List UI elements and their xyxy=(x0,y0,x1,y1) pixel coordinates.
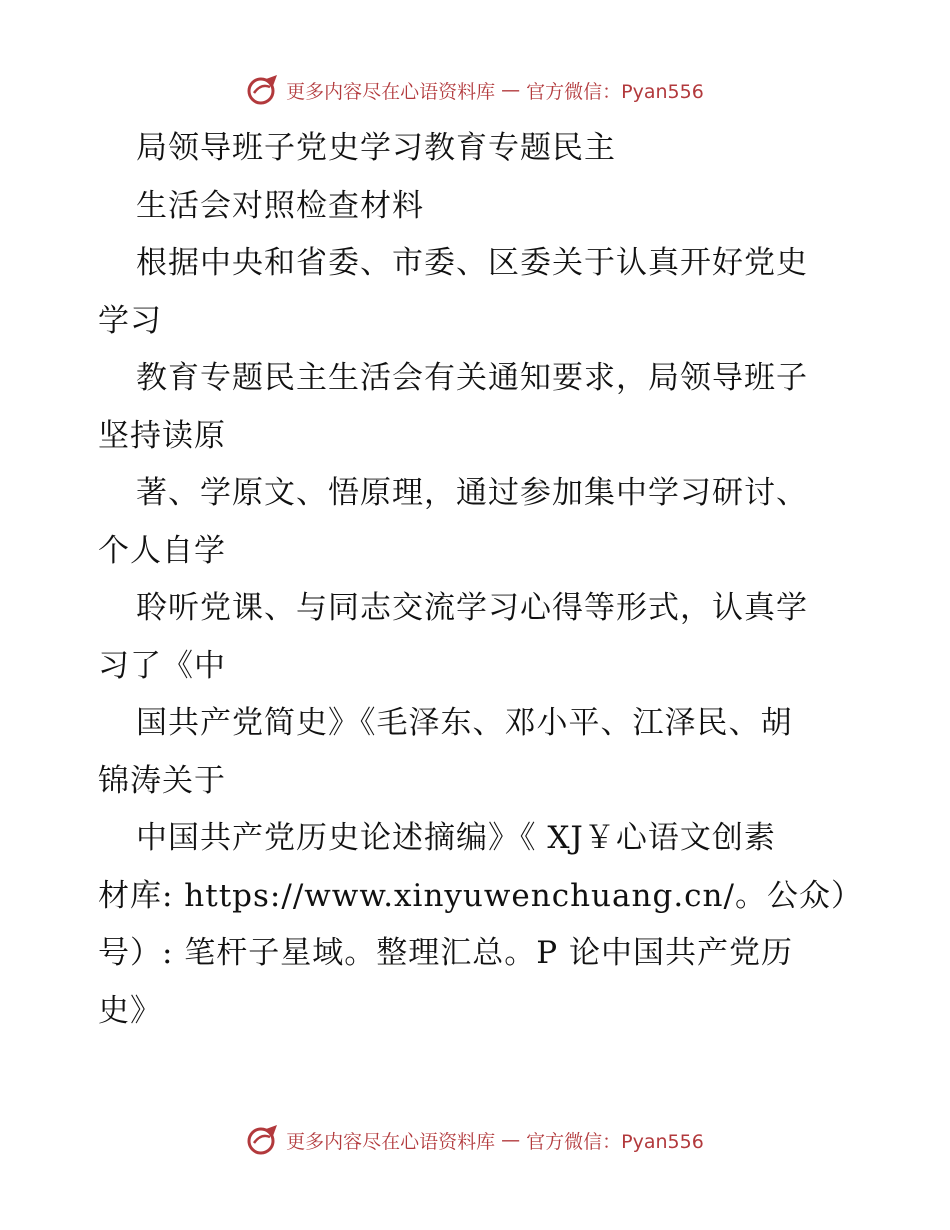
doc-line: 根据中央和省委、市委、区委关于认真开好党史 xyxy=(136,245,808,281)
doc-line: 国共产党简史》《毛泽东、邓小平、江泽民、胡 xyxy=(136,705,793,741)
doc-line: 习了《中 xyxy=(98,647,226,684)
doc-line: 生活会对照检查材料 xyxy=(136,187,424,224)
doc-line: 教育专题民主生活会有关通知要求，局领导班子 xyxy=(136,360,808,396)
doc-line: 局领导班子党史学习教育专题民主 xyxy=(136,130,616,166)
header-banner xyxy=(0,70,950,110)
banner-site-text: 更多内容尽在心语资料库 xyxy=(286,80,496,103)
pen-swirl-logo-icon xyxy=(246,1123,280,1157)
banner-wechat-text: 官方微信：Pyan556 xyxy=(526,1130,704,1153)
banner-wechat-text: 官方微信：Pyan556 xyxy=(526,80,704,103)
doc-line: 材库: https://www.xinyuwenchuang.cn/。公众） xyxy=(98,877,863,914)
pen-swirl-logo-icon xyxy=(246,73,280,107)
banner-separator: — xyxy=(501,1129,521,1151)
doc-line: 个人自学 xyxy=(98,532,226,569)
footer-banner xyxy=(0,1120,950,1160)
doc-line: 史》 xyxy=(98,992,162,1029)
document-body xyxy=(98,120,863,1040)
banner-site-text: 更多内容尽在心语资料库 xyxy=(286,1130,496,1153)
banner-separator: — xyxy=(501,79,521,101)
doc-line: 学习 xyxy=(98,302,162,339)
doc-line: 号）: 笔杆子星域。整理汇总。P 论中国共产党历 xyxy=(98,935,794,971)
doc-line: 聆听党课、与同志交流学习心得等形式，认真学 xyxy=(136,590,808,626)
doc-line: 中国共产党历史论述摘编》《 XJ￥心语文创素 xyxy=(136,820,776,856)
doc-line: 锦涛关于 xyxy=(98,762,226,799)
doc-line: 著、学原文、悟原理，通过参加集中学习研讨、 xyxy=(136,475,808,511)
doc-line: 坚持读原 xyxy=(98,417,226,454)
